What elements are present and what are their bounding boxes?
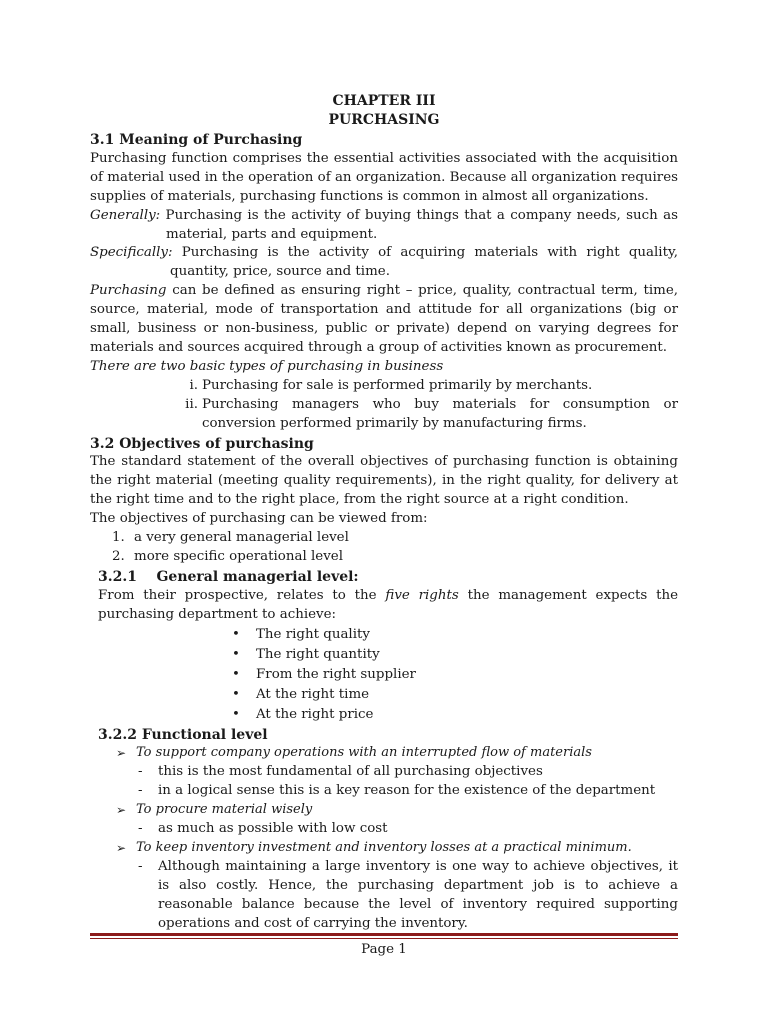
bullet-marker: • (232, 646, 240, 662)
list-item-text: From the right supplier (256, 666, 416, 682)
list-item-text: Although maintaining a large inventory is one way to achieve objectives, it is also costly. Hence, the purchasing department job is to achieve a reasonable balance because the level of inventory required supporting operations and cost of carrying the inventory. (158, 858, 678, 931)
list-marker: 2. (112, 548, 125, 564)
section-3-2-2-heading: 3.2.2 Functional level (98, 726, 268, 743)
specifically-text: Purchasing is the activity of acquiring materials with right quality, quantity, price, source and time. (170, 245, 678, 280)
section-3-2-1-paragraph (90, 587, 678, 625)
objective-1-text: To support company operations with an interrupted flow of materials (136, 745, 592, 761)
list-item-text: The right quantity (256, 646, 380, 662)
footer-rule-thick (90, 933, 678, 936)
chapter-title: PURCHASING (328, 112, 440, 128)
objective-3 (90, 839, 678, 858)
five-rights-emphasis: five rights (385, 587, 459, 603)
section-3-1-heading: 3.1 Meaning of Purchasing (90, 132, 303, 148)
footer-rule-thin (90, 938, 678, 939)
purchasing-text: can be defined as ensuring right – price, quality, contractual term, time, source, material, mode of transportation and attitude for all organizations (big or small, business or non-business, public or private) depend on varying degrees for materials and sources acquired through a group of activities known as procurement. (90, 283, 678, 355)
list-item-text: a very general managerial level (134, 530, 349, 546)
list-item (90, 858, 678, 934)
objective-3-text: To keep inventory investment and inventory losses at a practical minimum. (136, 840, 632, 855)
list-marker: ii. (185, 396, 198, 412)
dash-marker: - (138, 764, 143, 780)
objective-2-points (90, 820, 678, 839)
objective-2 (90, 801, 678, 820)
dash-marker: - (138, 821, 143, 837)
list-item (90, 377, 678, 396)
list-item-text: this is the most fundamental of all purchasing objectives (158, 764, 543, 780)
purchasing-label: Purchasing (90, 283, 167, 299)
list-item-text: Purchasing for sale is performed primarily by merchants. (202, 377, 593, 393)
chapter-number: CHAPTER III (332, 93, 436, 109)
list-item (90, 665, 678, 685)
list-item (90, 685, 678, 705)
dash-marker: - (138, 783, 143, 799)
section-3-2-heading: 3.2 Objectives of purchasing (90, 435, 314, 452)
list-item (90, 782, 678, 801)
arrow-icon: ➢ (116, 841, 127, 855)
five-rights-list (90, 625, 678, 725)
list-item-text: more specific operational level (134, 548, 343, 564)
list-item (90, 396, 678, 434)
list-marker: 1. (112, 530, 125, 546)
purchasing-types-intro: There are two basic types of purchasing in business (90, 358, 444, 374)
generally-label: Generally: (90, 207, 161, 223)
objective-1 (90, 744, 678, 763)
generally-text: Purchasing is the activity of buying things that a company needs, such as material, parts and equipment. (160, 207, 678, 242)
list-item (90, 763, 678, 782)
objective-levels-list (90, 529, 678, 567)
list-item (90, 548, 678, 567)
list-item-text: At the right price (256, 706, 374, 722)
section-3-2-1-heading: 3.2.1 General managerial level: (98, 568, 359, 585)
list-item-text: as much as possible with low cost (158, 821, 388, 837)
purchasing-definition (90, 282, 678, 358)
objective-3-points (90, 858, 678, 934)
list-item-text: in a logical sense this is a key reason for the existence of the department (158, 783, 656, 799)
objectives-intro: The objectives of purchasing can be viewed from: (90, 511, 428, 527)
list-item (90, 625, 678, 645)
list-item (90, 820, 678, 839)
list-item-text: The right quality (256, 626, 370, 642)
list-item (90, 705, 678, 725)
section-3-1-paragraph: Purchasing function comprises the essential activities associated with the acquisition of material used in the operation of an organization. Because all organization requires supplies of materials, purchasing functions is common in almost all organizations. (90, 150, 678, 204)
list-marker: i. (189, 377, 198, 393)
bullet-marker: • (232, 666, 240, 682)
five-rights-text-b: the management expects the purchasing department to achieve: (98, 587, 679, 622)
purchasing-types-list (90, 377, 678, 434)
bullet-marker: • (232, 686, 240, 702)
arrow-icon: ➢ (116, 746, 127, 761)
list-item-text: Purchasing managers who buy materials for consumption or conversion performed primarily by manufacturing firms. (202, 396, 678, 431)
page-number: Page 1 (361, 942, 407, 957)
list-item (90, 645, 678, 665)
dash-marker: - (138, 858, 143, 874)
objective-2-text: To procure material wisely (136, 802, 313, 818)
five-rights-text-a: From their prospective, relates to the (98, 587, 386, 603)
specifically-definition (90, 244, 678, 282)
generally-definition (90, 207, 678, 245)
page-content (90, 92, 678, 934)
list-item-text: At the right time (256, 686, 370, 702)
bullet-marker: • (232, 706, 240, 722)
list-item (90, 529, 678, 548)
section-3-2-paragraph: The standard statement of the overall objectives of purchasing function is obtaining the right material (meeting quality requirements), in the right quality, for delivery at the right time and to the right place, from the right source at a right condition. (90, 454, 678, 508)
arrow-icon: ➢ (116, 803, 127, 818)
objective-1-points (90, 763, 678, 801)
specifically-label: Specifically: (90, 245, 173, 261)
bullet-marker: • (232, 626, 240, 642)
